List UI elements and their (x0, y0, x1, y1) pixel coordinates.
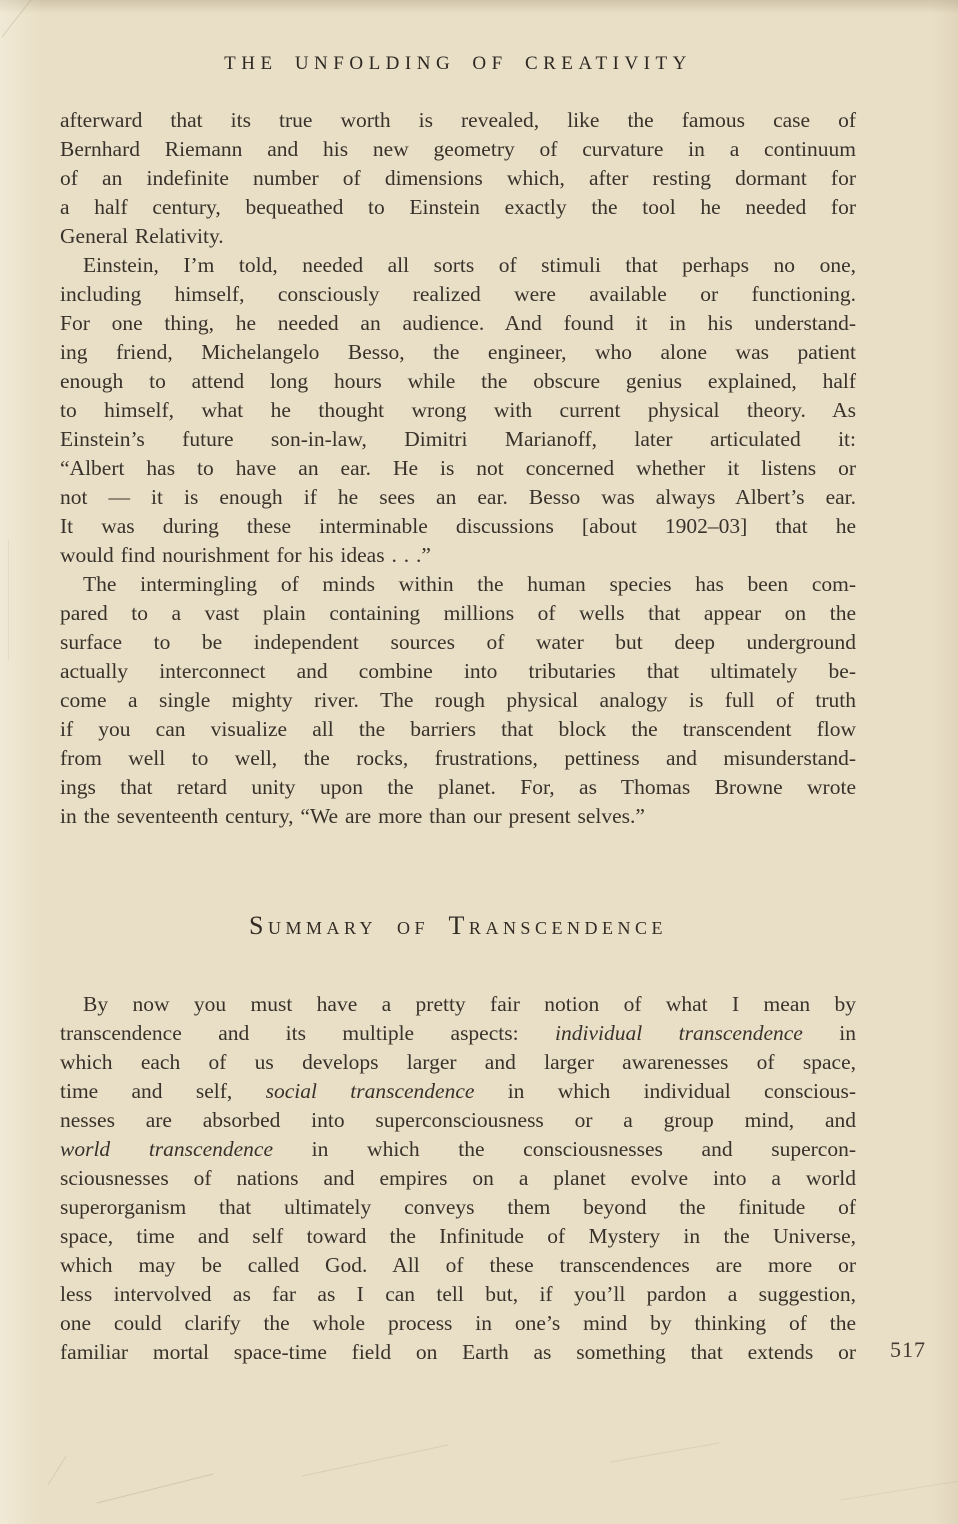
text-line: pared to a vast plain containing millions of wells that appear on the (60, 601, 856, 625)
paper-scratch (841, 1481, 958, 1501)
text-line: would find nourishment for his ideas . . .” (60, 543, 431, 567)
body-block-2 (60, 990, 856, 1367)
text-line: of an indefinite number of dimensions which, after resting dormant for (60, 166, 856, 190)
text-line: less intervolved as far as I can tell but, if you’ll pardon a suggestion, (60, 1282, 856, 1306)
text-line: a half century, bequeathed to Einstein exactly the tool he needed for (60, 195, 856, 219)
text-line: enough to attend long hours while the obscure genius explained, half (60, 369, 856, 393)
text-line: It was during these interminable discussions [about 1902–03] that he (60, 514, 856, 538)
text-line: including himself, consciously realized were available or functioning. (60, 282, 856, 306)
paper-scratch (97, 1473, 214, 1503)
section-heading: Summary of Transcendence (249, 911, 667, 940)
paper-scratch (302, 1444, 449, 1476)
text-line: come a single mighty river. The rough physical analogy is full of truth (60, 688, 856, 712)
text-line: which may be called God. All of these transcendences are more or (60, 1253, 856, 1277)
page-number: 517 (890, 1337, 926, 1362)
paper-crease (2, 0, 35, 37)
text-line: The intermingling of minds within the human species has been com- (83, 572, 856, 596)
text-line: superorganism that ultimately conveys them beyond the finitude of (60, 1195, 856, 1219)
body-block-1 (60, 106, 856, 831)
text-line: “Albert has to have an ear. He is not concerned whether it listens or (60, 456, 856, 480)
text-line: General Relativity. (60, 224, 224, 248)
text-line: which each of us develops larger and larger awarenesses of space, (60, 1050, 856, 1074)
text-line: Einstein, I’m told, needed all sorts of stimuli that perhaps no one, (83, 253, 856, 277)
paper-crease (8, 540, 9, 660)
text-line: For one thing, he needed an audience. And found it in his understand- (60, 311, 856, 335)
text-line: afterward that its true worth is revealed, like the famous case of (60, 108, 856, 132)
text-line: not — it is enough if he sees an ear. Besso was always Albert’s ear. (60, 485, 856, 509)
text-line: surface to be independent sources of water but deep underground (60, 630, 856, 654)
text-line: Bernhard Riemann and his new geometry of curvature in a continuum (60, 137, 856, 161)
text-line: if you can visualize all the barriers that block the transcendent flow (60, 717, 856, 741)
text-line: nesses are absorbed into superconsciousness or a group mind, and (60, 1108, 856, 1132)
text-line: in the seventeenth century, “We are more than our present selves.” (60, 804, 645, 828)
text-line: space, time and self toward the Infinitude of Mystery in the Universe, (60, 1224, 856, 1248)
text-line: actually interconnect and combine into tributaries that ultimately be- (60, 659, 856, 683)
text-line: sciousnesses of nations and empires on a planet evolve into a world (60, 1166, 856, 1190)
text-line: world transcendence in which the consciousnesses and supercon- (60, 1137, 857, 1161)
text-line: ing friend, Michelangelo Besso, the engineer, who alone was patient (60, 340, 856, 364)
text-line: one could clarify the whole process in one’s mind by thinking of the (60, 1311, 856, 1335)
paper-scratch (611, 1442, 720, 1462)
text-line: ings that retard unity upon the planet. For, as Thomas Browne wrote (60, 775, 856, 799)
text-line: familiar mortal space-time field on Earth as something that extends or (60, 1340, 856, 1364)
paper-scratch (48, 1456, 67, 1485)
text-line: time and self, social transcendence in which individual conscious- (60, 1079, 856, 1103)
text-line: transcendence and its multiple aspects: individual transcendence in (60, 1021, 856, 1045)
text-line: By now you must have a pretty fair notion of what I mean by (83, 992, 856, 1016)
text-line: to himself, what he thought wrong with current physical theory. As (60, 398, 856, 422)
running-header: THE UNFOLDING OF CREATIVITY (224, 53, 692, 74)
text-line: Einstein’s future son-in-law, Dimitri Marianoff, later articulated it: (60, 427, 856, 451)
text-line: from well to well, the rocks, frustrations, pettiness and misunderstand- (60, 746, 856, 770)
